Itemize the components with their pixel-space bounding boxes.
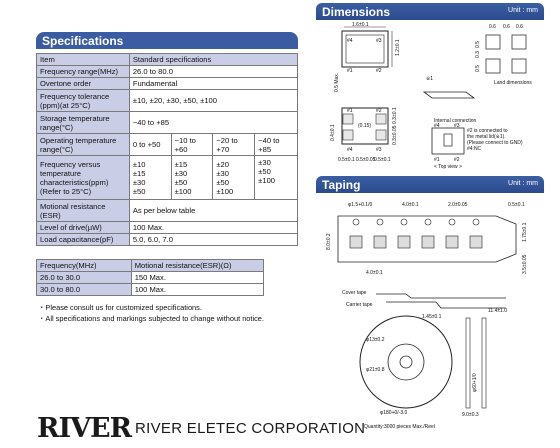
specifications-title: Specifications (42, 34, 124, 48)
freq-temp-values: ±20 ±30 ±50 ±100 (213, 156, 255, 200)
note-line: #2 is connected to (467, 128, 508, 134)
specifications-header (36, 32, 298, 49)
spec-item: Frequency range(MHz) (37, 66, 130, 78)
dim-pad-h-c: 0.5 (475, 65, 481, 72)
freq-temp-values: ±10 ±15 ±30 ±50 (129, 156, 171, 200)
dim-a: (0.15) (358, 123, 372, 129)
dim-f: 0.5±0.05 (356, 157, 376, 163)
esr-header-row (37, 260, 264, 272)
taping-drawing (316, 194, 552, 434)
note-item: ・All specifications and markings subjected to change without notice. (38, 314, 264, 323)
pin-label: #4 (347, 147, 353, 153)
note-line: #4:NC (467, 146, 482, 152)
dim-hub2: φ21±0.8 (366, 367, 385, 373)
dim-b: 0.4±0.1 (330, 124, 336, 141)
table-row (37, 66, 298, 78)
dim-pad-gap: 0.6 (503, 24, 510, 30)
pin-label: #3 (454, 123, 460, 129)
op-temp-range: 0 to +50 (129, 134, 171, 156)
esr-freq: 30.0 to 80.0 (37, 284, 132, 296)
spec-value: 26.0 to 80.0 (129, 66, 297, 78)
dim-w: 8.0±0.2 (326, 233, 332, 250)
pin-label: #1 (347, 68, 353, 74)
pin-label: #2 (376, 108, 382, 114)
spec-item: Operating temperature range(°C) (37, 134, 130, 156)
table-row (37, 90, 298, 112)
spec-item: Frequency versus temperature characteristics(ppm) (Refer to 25°C) (37, 156, 130, 200)
dimensions-title: Dimensions (322, 5, 391, 19)
esr-value: 100 Max. (131, 284, 263, 296)
spec-value: ±10, ±20, ±30, ±50, ±100 (129, 90, 297, 112)
pin-label: #4 (347, 38, 353, 44)
dimensions-drawing (316, 20, 552, 172)
spec-header-item: Item (37, 54, 130, 66)
table-row (37, 156, 298, 200)
pin-label: #1 (347, 108, 353, 114)
dim-w2: 1.75±0.1 (522, 222, 528, 242)
land-dimensions-label: Land dimensions (494, 80, 532, 86)
pin-label: #2 (376, 68, 382, 74)
dim-c: 0.3±0.1 (392, 107, 398, 124)
dim-thick: 0.5 Max. (334, 72, 340, 92)
spec-item: Motional resistance (ESR) (37, 200, 130, 222)
dim-w3: 3.5±0.05 (522, 254, 528, 274)
dim-height: 1.2±0.1 (395, 39, 401, 56)
dim-hub3: φ60+1/0 (472, 373, 478, 392)
dim-pad-w: 0.6 (489, 24, 496, 30)
pin-label: #4 (434, 123, 440, 129)
taping-title: Taping (322, 178, 361, 192)
dim-t2: 1.45±0.1 (422, 314, 442, 320)
dim-g: 0.5±0.1 (374, 157, 391, 163)
spec-value: −40 to +85 (129, 112, 297, 134)
dim-pocket: 4.0±0.1 (366, 270, 383, 276)
spec-value: 5.0, 6.0, 7.0 (129, 234, 297, 246)
spec-header-value: Standard specifications (129, 54, 297, 66)
spec-header-row (37, 54, 298, 66)
pin-label: #2 (454, 157, 460, 163)
taping-unit: Unit : mm (508, 180, 538, 187)
note-line: the metal lid(※1). (467, 134, 506, 140)
table-row (37, 78, 298, 90)
carrier-tape-label: Carrier tape (346, 302, 373, 308)
notes (38, 302, 264, 324)
mark-label: ※1 (426, 76, 433, 82)
dim-width: 1.6±0.1 (352, 22, 369, 28)
dim-pad-h-a: 0.5 (475, 41, 481, 48)
pin-label: #3 (376, 147, 382, 153)
dim-hole: φ1.5+0.1/0 (348, 202, 373, 208)
quantity-label: Quantity:3000 pieces Max./Reel (364, 424, 435, 430)
dim-reel: φ180+0/-3.0 (380, 410, 408, 416)
dim-reel-w: 11.4±1.0 (488, 308, 508, 314)
esr-table (36, 259, 264, 296)
spec-item: Frequency tolerance (ppm)(at 25°C) (37, 90, 130, 112)
taping-header (316, 176, 544, 193)
spec-item: Overtone order (37, 78, 130, 90)
dim-t1: 0.5±0.1 (508, 202, 525, 208)
internal-connection-label: Internal connection (434, 118, 477, 124)
table-row (37, 134, 298, 156)
dim-pitch2: 2.0±0.05 (448, 202, 468, 208)
top-view-label: < Top view > (434, 164, 462, 170)
spec-value: Fundamental (129, 78, 297, 90)
op-temp-range: −40 to +85 (255, 134, 298, 156)
pin-label: #1 (434, 157, 440, 163)
note-line: (Please connect to GND) (467, 140, 523, 146)
dimensions-unit: Unit : mm (508, 7, 538, 14)
freq-temp-values: ±15 ±30 ±50 ±100 (171, 156, 213, 200)
dimensions-header (316, 3, 544, 20)
dim-hub: φ13±0.2 (366, 337, 385, 343)
esr-freq: 26.0 to 30.0 (37, 272, 132, 284)
dim-pad-w2: 0.6 (516, 24, 523, 30)
spec-item: Level of drive(µW) (37, 222, 130, 234)
river-logo: RIVER (37, 413, 132, 444)
table-row (37, 284, 264, 296)
dim-e: 0.5±0.1 (338, 157, 355, 163)
company-name: RIVER ELETEC CORPORATION (135, 420, 366, 437)
spec-value: 100 Max. (129, 222, 297, 234)
freq-temp-values: ±30 ±50 ±100 (255, 156, 298, 200)
dim-d: 0.3±0.05 (392, 125, 398, 145)
note-item: ・Please consult us for customized specifications. (38, 303, 202, 312)
dim-pad-h-b: 0.3 (475, 51, 481, 58)
dim-pitch1: 4.0±0.1 (402, 202, 419, 208)
op-temp-range: −10 to +60 (171, 134, 213, 156)
table-row (37, 222, 298, 234)
table-row (37, 234, 298, 246)
table-row (37, 112, 298, 134)
pin-label: #3 (376, 38, 382, 44)
op-temp-range: −20 to +70 (213, 134, 255, 156)
spec-value: As per below table (129, 200, 297, 222)
spec-item: Storage temperature range(°C) (37, 112, 130, 134)
cover-tape-label: Cover tape (342, 290, 367, 296)
spec-item: Load capacitance(pF) (37, 234, 130, 246)
esr-value: 150 Max. (131, 272, 263, 284)
table-row (37, 200, 298, 222)
dim-reel-t: 9.0±0.3 (462, 412, 479, 418)
spec-table (36, 53, 298, 246)
esr-header-freq: Frequency(MHz) (37, 260, 132, 272)
table-row (37, 272, 264, 284)
esr-header-esr: Motional resistance(ESR)(Ω) (131, 260, 263, 272)
